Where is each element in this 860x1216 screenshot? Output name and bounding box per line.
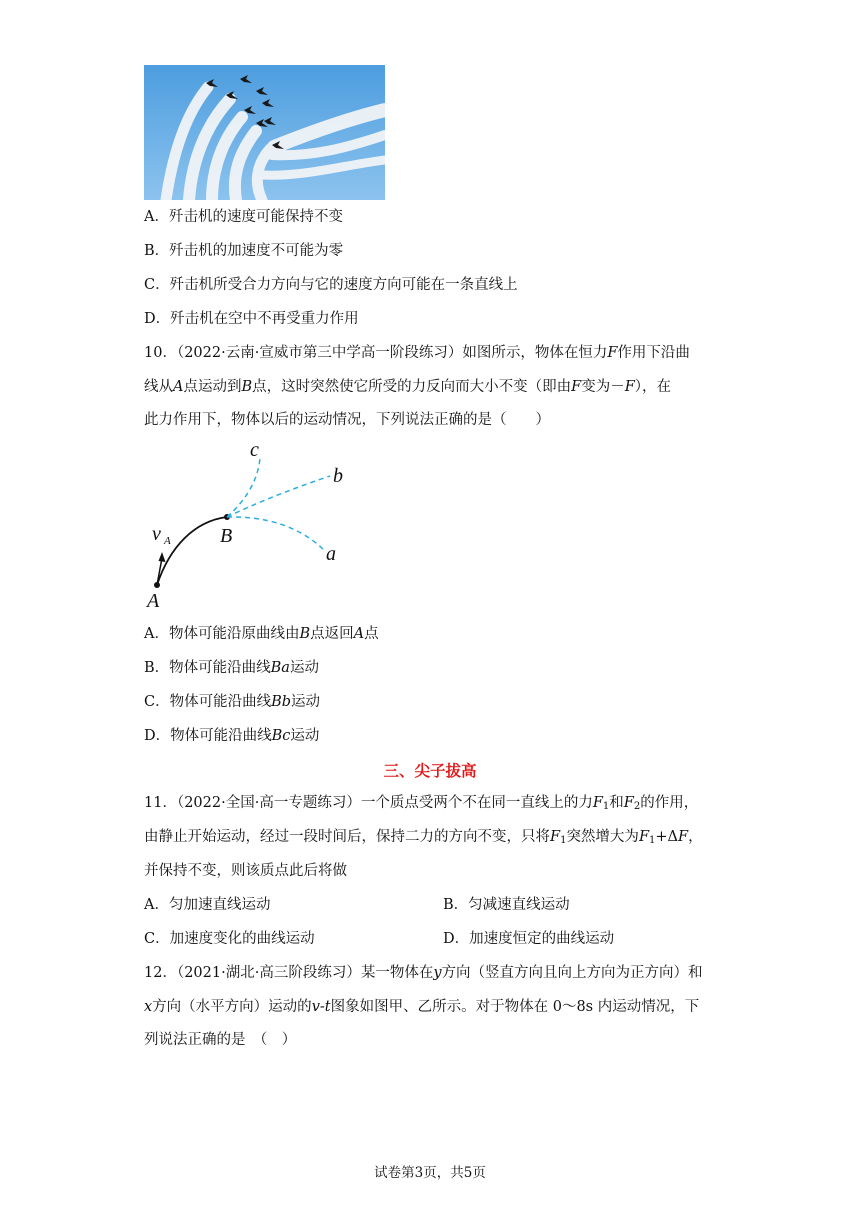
label-b: b	[333, 465, 343, 487]
q9-option-a: A．歼击机的速度可能保持不变	[144, 209, 343, 225]
q11-stem-line-2: 由静止开始运动，经过一段时间后，保持二力的方向不变，只将$F_1$突然增大为$F_1+\Delta F$，	[144, 829, 703, 846]
q10-stem-line-1: 10．（2022·云南·宣威市第三中学高一阶段练习）如图所示，物体在恒力F作用下沿曲	[144, 345, 690, 361]
q9-option-b: B．歼击机的加速度不可能为零	[144, 243, 344, 259]
label-a: a	[326, 543, 336, 565]
q11-option-a: A．匀加速直线运动	[144, 897, 271, 913]
q9-option-c: C．歼击机所受合力方向与它的速度方向可能在一条直线上	[144, 277, 518, 293]
q12-stem-line-2: x方向（水平方向）运动的v-t图象如图甲、乙所示。对于物体在 0～8s 内运动情况，下	[144, 999, 700, 1015]
q12-stem-line-1: 12．（2021·湖北·高三阶段练习）某一物体在y方向（竖直方向且向上方向为正方向）和	[144, 965, 703, 981]
q11-stem-line-1: 11．（2022·全国·高一专题练习）一个质点受两个不在同一直线上的力$F_1$和$F_2$的作用，	[144, 795, 699, 812]
q11-option-b: B．匀减速直线运动	[443, 897, 570, 913]
section-title: 三、尖子拔高	[383, 762, 477, 780]
label-point-b: B	[220, 525, 233, 547]
label-velocity-v: v	[152, 523, 161, 545]
q10-option-d: D．物体可能沿曲线Bc运动	[144, 728, 320, 744]
label-c: c	[250, 439, 259, 461]
q11-option-d: D．加速度恒定的曲线运动	[443, 931, 615, 947]
q10-stem-line-2: 线从A点运动到B点，这时突然使它所受的力反向而大小不变（即由F变为－F），在	[144, 379, 672, 395]
q11-stem-line-3: 并保持不变，则该质点此后将做	[144, 863, 347, 879]
q10-option-b: B．物体可能沿曲线Ba运动	[144, 660, 319, 676]
fighter-jets-photo	[144, 65, 385, 200]
curve-bb	[227, 476, 330, 517]
page-footer: 试卷第3页，共5页	[374, 1165, 486, 1181]
trajectory-curve-ab	[157, 517, 227, 585]
trajectory-diagram	[140, 436, 360, 611]
q11-option-c: C．加速度变化的曲线运动	[144, 931, 315, 947]
q12-stem-line-3: 列说法正确的是 （ ）	[144, 1032, 297, 1048]
label-point-a: A	[147, 590, 160, 611]
curve-ba	[227, 517, 325, 551]
q10-option-c: C．物体可能沿曲线Bb运动	[144, 694, 321, 710]
label-velocity-sub: A	[164, 535, 171, 547]
q10-stem-line-3: 此力作用下，物体以后的运动情况，下列说法正确的是（ ）	[144, 412, 550, 428]
point-a-dot	[154, 582, 160, 588]
q9-option-d: D．歼击机在空中不再受重力作用	[144, 311, 359, 327]
q10-option-a: A．物体可能沿原曲线由B点返回A点	[144, 626, 379, 642]
curve-bc	[227, 458, 260, 517]
